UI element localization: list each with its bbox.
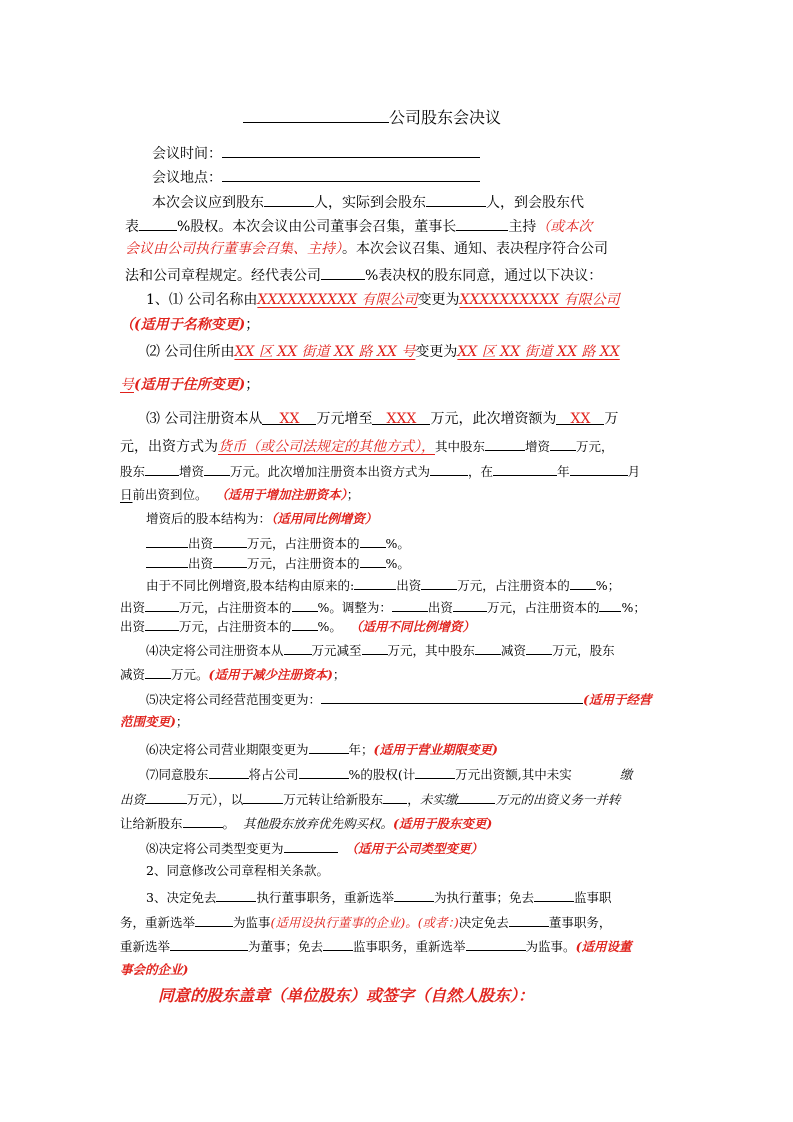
item-text: 万元。 xyxy=(171,667,209,682)
item3-line-2 xyxy=(120,436,614,456)
meeting-time-label: 会议时间： xyxy=(152,146,222,162)
item-text: 万 xyxy=(604,411,619,427)
new-address-cont: 号 xyxy=(120,377,134,393)
item2-line-1 xyxy=(146,343,620,361)
blank xyxy=(485,436,525,451)
item-text: 股东 xyxy=(120,464,146,479)
item-text: 月 xyxy=(627,464,641,479)
meeting-time-blank xyxy=(222,143,480,158)
applicability-note: （(适用于名称变更) xyxy=(120,317,246,333)
item-text: 其他股东放弃优先购买权。 xyxy=(242,816,393,831)
applicability-note: 范围变更) xyxy=(120,714,176,729)
item-text: 2、同意修改公司章程相关条款。 xyxy=(146,863,329,878)
item-text: 日 xyxy=(120,487,133,502)
item-text: 增资 xyxy=(179,464,205,479)
blank xyxy=(145,597,179,612)
resolution-3-line-2 xyxy=(120,912,611,932)
item-text: 执行董事职务，重新选举 xyxy=(256,890,394,905)
blank xyxy=(534,887,574,902)
capital-from: XX xyxy=(262,410,316,425)
item-text: ⑻决定将公司类型变更为 xyxy=(146,841,284,856)
blank xyxy=(466,936,526,951)
struct-text: %。调整为： xyxy=(317,600,392,615)
struct-text: %。 xyxy=(385,556,410,571)
blank xyxy=(550,436,576,451)
struct-text: 出资 xyxy=(120,619,146,634)
blank xyxy=(292,616,318,631)
item-text: 万元出资额,其中未实 xyxy=(455,767,572,782)
intro-text: 人，到会股东代 xyxy=(486,195,584,211)
intro-text: 本次会议应到股东 xyxy=(152,195,264,211)
item-text: 万元转让给新股东 xyxy=(283,792,384,807)
intro-text: 法和公司章程规定。经代表公司 xyxy=(125,268,321,284)
item4-line-2 xyxy=(120,664,345,684)
struct-text: %； xyxy=(621,600,646,615)
item-text: ； xyxy=(245,317,260,333)
blank xyxy=(204,461,230,476)
resolution-3-line-1 xyxy=(146,887,612,907)
struct-text: 万元，占注册资本的 xyxy=(179,600,292,615)
blank xyxy=(570,461,628,476)
item-text: 变更为 xyxy=(417,292,460,308)
blank xyxy=(394,887,434,902)
blank xyxy=(321,689,583,704)
blank xyxy=(354,575,396,590)
item-text: 务，重新选举 xyxy=(120,915,196,930)
applicability-note: (适用于股东变更) xyxy=(393,816,493,831)
item-text: 将占公司 xyxy=(248,767,299,782)
item-text: ⑵ 公司住所由 xyxy=(146,344,235,360)
old-company-name: XXXXXXXXXX 有限公司 xyxy=(257,292,418,308)
applicability-note: （适用于公司类型变更） xyxy=(345,841,483,856)
struct-text: %； xyxy=(595,578,621,593)
item1-line-2 xyxy=(120,316,259,334)
blank xyxy=(457,789,495,804)
item-text: 监事职 xyxy=(573,890,612,905)
old-address: XX 区 XX 街道 XX 路 XX 号 xyxy=(234,344,416,360)
blank xyxy=(599,597,621,612)
intro-text: %股权。本次会议由公司董事会召集，董事长 xyxy=(177,219,457,235)
blank xyxy=(415,764,455,779)
item-text: 让给新股东 xyxy=(120,816,183,831)
struct-text: 出资 xyxy=(188,536,214,551)
capital-increase: XX xyxy=(556,410,604,425)
struct-text: %。 xyxy=(385,536,410,551)
item2-line-2 xyxy=(120,376,259,394)
blank xyxy=(139,216,177,231)
item-text: 1、⑴ 公司名称由 xyxy=(146,292,258,308)
item-text: 万元，此次增资额为 xyxy=(430,411,557,427)
item-text: 为监事 xyxy=(233,915,271,930)
item-text: 为执行董事；免去 xyxy=(433,890,534,905)
item7-line-2 xyxy=(120,789,620,809)
intro-text: 人，实际到会股东 xyxy=(314,195,426,211)
blank xyxy=(209,764,249,779)
intro-text: %表决权的股东同意，通过以下决议： xyxy=(365,268,603,284)
struct-text: 万元，占注册资本的 xyxy=(247,536,360,551)
item6-line xyxy=(146,739,498,759)
intro-text: 。本次会议召集、通知、表决程序符合公司 xyxy=(342,241,608,257)
blank xyxy=(213,533,247,548)
item-text: 万元的出资义务一并转 xyxy=(495,792,621,807)
resolution-2 xyxy=(146,862,329,880)
item-text: ⑶ 公司注册资本从 xyxy=(146,411,263,427)
applicability-note: （适用同比例增资） xyxy=(271,511,378,526)
item-text: ； xyxy=(332,667,346,682)
item-text: ； xyxy=(346,487,360,502)
intro-line-1 xyxy=(152,192,584,212)
blank xyxy=(309,739,349,754)
struct-row-2 xyxy=(146,553,410,573)
item-text: 变更为 xyxy=(415,344,458,360)
item-text: 出资 xyxy=(120,792,146,807)
struct-text: 出资 xyxy=(120,600,146,615)
blank xyxy=(145,789,187,804)
item-text: 年； xyxy=(348,742,374,757)
intro-note: 会议由公司执行董事会召集、主持） xyxy=(125,241,342,257)
applicability-note: (适用于经营 xyxy=(583,692,652,707)
struct-text: %。 xyxy=(317,619,342,634)
struct-x-line xyxy=(146,575,620,595)
intro-text: 主持 xyxy=(508,219,537,235)
blank xyxy=(526,640,552,655)
item1-line-1 xyxy=(146,291,620,309)
applicability-note: (适用设董 xyxy=(575,939,632,954)
blank xyxy=(323,936,353,951)
item-text: 增资 xyxy=(525,439,551,454)
blank xyxy=(284,838,338,853)
blank xyxy=(475,640,501,655)
item-text: 董事职务， xyxy=(548,915,612,930)
title-blank xyxy=(243,108,389,123)
struct-text: 万元，占注册资本的 xyxy=(179,619,292,634)
new-address: XX 区 XX 街道 XX 路 XX xyxy=(457,344,620,360)
struct-text: 由于不同比例增资,股本结构由原来的: xyxy=(146,578,355,593)
meeting-place-blank xyxy=(222,167,480,182)
intro-note: （或本次 xyxy=(536,219,593,235)
item-text: 重新选举 xyxy=(120,939,171,954)
blank xyxy=(183,813,223,828)
blank xyxy=(453,597,487,612)
blank xyxy=(170,936,248,951)
item-text: ⑺同意股东 xyxy=(146,767,209,782)
item-text: 3、决定免去 xyxy=(146,890,217,905)
item-text: %的股权(计 xyxy=(348,767,416,782)
resolution-3-line-3 xyxy=(120,936,631,956)
item-text: 万元增至 xyxy=(316,411,373,427)
blank xyxy=(362,640,388,655)
applicability-note: (适用于营业期限变更) xyxy=(373,742,498,757)
blank xyxy=(243,789,283,804)
doc-title: 公司股东会决议 xyxy=(389,108,502,127)
item-text: ； xyxy=(175,714,189,729)
item-text: 为监事。 xyxy=(525,939,576,954)
item3-line-1 xyxy=(146,410,618,428)
signature-line: 同意的股东盖章（单位股东）或签字（自然人股东）： xyxy=(158,986,535,1005)
intro-text: 表 xyxy=(125,219,139,235)
blank xyxy=(456,216,508,231)
blank xyxy=(321,265,365,280)
struct-label-line xyxy=(146,510,377,528)
item-text: 前出资到位。 xyxy=(132,487,208,502)
blank xyxy=(216,887,256,902)
resolution-3-line-4 xyxy=(120,961,188,979)
item-text: ； xyxy=(245,377,260,393)
item-text: 减资 xyxy=(501,643,527,658)
blank xyxy=(493,461,557,476)
applicability-note: 事会的企业) xyxy=(120,962,189,977)
struct-text: 万元，占注册资本的 xyxy=(247,556,360,571)
blank xyxy=(292,597,318,612)
item5-line-2 xyxy=(120,713,188,731)
struct-label: 增资后的股本结构为： xyxy=(146,511,272,526)
struct-text: 出资 xyxy=(396,578,422,593)
meeting-time-line xyxy=(152,143,480,163)
blank xyxy=(392,597,428,612)
blank xyxy=(360,553,386,568)
blank xyxy=(284,640,312,655)
item-text: 决定免去 xyxy=(458,915,509,930)
item-text: 年 xyxy=(557,464,570,479)
blank xyxy=(383,789,407,804)
new-company-name: XXXXXXXXXX 有限公司 xyxy=(459,292,620,308)
item-text: 监事职务，重新选举 xyxy=(353,939,466,954)
blank xyxy=(145,664,171,679)
intro-line-2 xyxy=(125,216,592,236)
item-text: 万元），以 xyxy=(187,792,244,807)
contribution-method: 货币（或公司法规定的其他方式）， xyxy=(218,439,435,455)
blank xyxy=(426,192,486,207)
blank xyxy=(430,461,468,476)
item-text: 万元， xyxy=(576,439,614,454)
item4-line-1 xyxy=(146,640,615,660)
item-text: ， xyxy=(407,792,420,807)
struct-z-line xyxy=(120,616,475,636)
item-text: 缴 xyxy=(619,767,633,782)
blank xyxy=(195,912,233,927)
applicability-note: (适用于住所变更) xyxy=(134,377,246,393)
item8-line xyxy=(146,838,483,858)
blank xyxy=(509,912,549,927)
item-text: 万元减至 xyxy=(311,643,362,658)
blank xyxy=(299,764,349,779)
item7-line-1 xyxy=(146,764,632,784)
item-text: 元，出资方式为 xyxy=(120,439,218,455)
struct-text: 万元，占注册资本的 xyxy=(486,600,600,615)
blank xyxy=(570,575,596,590)
item-text: ，在 xyxy=(468,464,494,479)
item-text: ⑸决定将公司经营范围变更为： xyxy=(146,692,322,707)
meeting-place-label: 会议地点： xyxy=(152,170,222,186)
struct-text: 万元，占注册资本的 xyxy=(457,578,570,593)
blank xyxy=(360,533,386,548)
item-text: 减资 xyxy=(120,667,146,682)
applicability-note: （适用于增加注册资本） xyxy=(215,487,347,502)
item-text: 。 xyxy=(222,816,236,831)
item-text: 其中股东 xyxy=(435,439,486,454)
struct-text: 出资 xyxy=(427,600,453,615)
blank xyxy=(146,553,188,568)
item-text: 万元。此次增加注册资本出资方式为 xyxy=(230,464,431,479)
applicability-note: (适用于减少注册资本) xyxy=(208,667,333,682)
intro-line-4 xyxy=(125,265,602,285)
meeting-place-line xyxy=(152,167,480,187)
applicability-note: (适用设执行董事的企业)。(或者：) xyxy=(270,915,459,930)
item3-line-4 xyxy=(120,486,359,504)
blank xyxy=(213,553,247,568)
item-text: 万元，股东 xyxy=(552,643,615,658)
applicability-note: （适用不同比例增资） xyxy=(349,619,475,634)
blank xyxy=(145,461,179,476)
struct-y-line xyxy=(120,597,646,617)
blank xyxy=(264,192,314,207)
blank xyxy=(145,616,179,631)
item-text: ⑷决定将公司注册资本从 xyxy=(146,643,284,658)
item3-line-3 xyxy=(120,461,640,481)
intro-line-3 xyxy=(125,240,608,258)
item7-line-3 xyxy=(120,813,492,833)
capital-to: XXX xyxy=(372,410,430,425)
item-text: 万元，其中股东 xyxy=(387,643,476,658)
item5-line-1 xyxy=(146,689,651,709)
item-text: 未实缴 xyxy=(419,792,458,807)
blank xyxy=(421,575,457,590)
item-text: ⑹决定将公司营业期限变更为 xyxy=(146,742,309,757)
struct-row-1 xyxy=(146,533,410,553)
item-text: 为董事；免去 xyxy=(248,939,324,954)
struct-text: 出资 xyxy=(188,556,214,571)
blank xyxy=(146,533,188,548)
title-line xyxy=(243,108,501,127)
